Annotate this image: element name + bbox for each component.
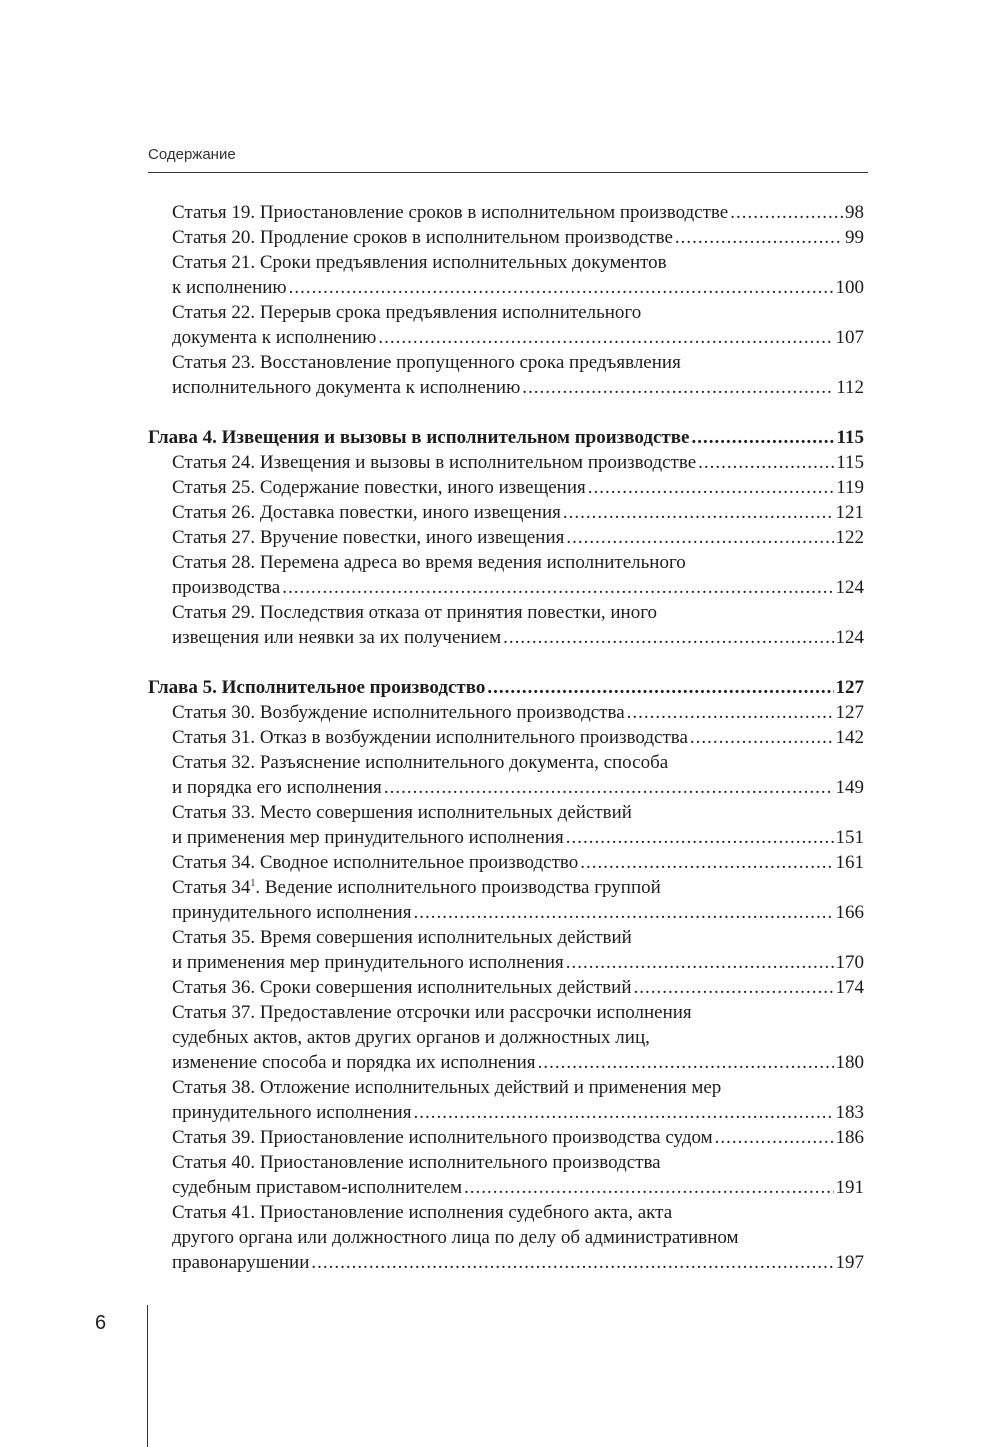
toc-entry-title: Статья 23. Восстановление пропущенного срока предъявления	[172, 352, 681, 373]
toc-page-number: 186	[835, 1127, 864, 1148]
toc-article[interactable]	[148, 250, 864, 300]
toc-article[interactable]	[148, 300, 864, 350]
toc-entry-title: изменение способа и порядка их исполнения	[172, 1052, 536, 1073]
toc-line	[172, 200, 864, 225]
toc-article[interactable]	[148, 225, 864, 250]
dot-leader	[282, 575, 833, 600]
toc-chapter[interactable]	[148, 675, 864, 700]
dot-leader	[566, 950, 834, 975]
toc-line	[172, 600, 864, 625]
toc-line	[172, 1000, 864, 1025]
toc-page-number: 100	[835, 277, 864, 298]
dot-leader	[464, 1175, 833, 1200]
toc-entry-title: Статья 26. Доставка повестки, иного извещения	[172, 502, 561, 523]
toc-page-number: 107	[835, 327, 864, 348]
toc-article[interactable]	[148, 925, 864, 975]
dot-leader	[634, 975, 834, 1000]
dot-leader	[384, 775, 834, 800]
toc-page-number: 197	[835, 1252, 864, 1273]
toc-line	[172, 1150, 864, 1175]
toc-page-number: 115	[836, 427, 864, 448]
dot-leader	[588, 475, 834, 500]
toc-article[interactable]	[148, 200, 864, 225]
toc-entry-title: Статья 38. Отложение исполнительных действий и применения мер	[172, 1077, 722, 1098]
toc-line	[172, 1200, 864, 1225]
toc-entry-title: Статья 39. Приостановление исполнительного производства судом	[172, 1127, 713, 1148]
toc-page-number: 122	[835, 527, 864, 548]
toc-line	[172, 500, 864, 525]
toc-page-number: 191	[835, 1177, 864, 1198]
dot-leader	[698, 450, 834, 475]
dot-leader	[566, 825, 834, 850]
toc-article[interactable]	[148, 1150, 864, 1200]
toc-entry-title: Статья 24. Извещения и вызовы в исполнительном производстве	[172, 452, 697, 473]
dot-leader	[503, 625, 833, 650]
toc-page-number: 115	[836, 452, 864, 473]
toc-line	[148, 675, 864, 700]
toc-line	[172, 950, 864, 975]
toc-entry-title: принудительного исполнения	[172, 1102, 412, 1123]
toc-article[interactable]	[148, 550, 864, 600]
dot-leader	[413, 900, 833, 925]
toc-entry-title: Статья 19. Приостановление сроков в исполнительном производстве	[172, 202, 729, 223]
toc-article[interactable]	[148, 725, 864, 750]
toc-page-number: 124	[835, 627, 864, 648]
toc-article[interactable]	[148, 600, 864, 650]
toc-entry-title: Глава 4. Извещения и вызовы в исполнительном производстве	[148, 427, 690, 448]
toc-article[interactable]	[148, 700, 864, 725]
toc-page-number: 119	[836, 477, 864, 498]
toc-page-number: 98	[845, 202, 864, 223]
toc-line	[172, 925, 864, 950]
toc-line	[172, 1225, 864, 1250]
toc-entry-title: Статья 40. Приостановление исполнительного производства	[172, 1152, 661, 1173]
toc-entry-title: производства	[172, 577, 281, 598]
toc-entry-title: Статья 22. Перерыв срока предъявления исполнительного	[172, 302, 642, 323]
toc-entry-title-base: Статья 34	[172, 877, 251, 898]
toc-entry-title: Статья 32. Разъяснение исполнительного документа, способа	[172, 752, 669, 773]
toc-page-number: 127	[835, 702, 864, 723]
toc-entry-title: Статья 21. Сроки предъявления исполнительных документов	[172, 252, 667, 273]
toc-line	[172, 325, 864, 350]
toc-entry-title: Статья 29. Последствия отказа от принятия повестки, иного	[172, 602, 658, 623]
dot-leader	[690, 725, 834, 750]
toc-article[interactable]	[148, 1125, 864, 1150]
toc-entry-title: судебным приставом-исполнителем	[172, 1177, 463, 1198]
toc-page-number: 166	[835, 902, 864, 923]
toc-entry-title: Статья 31. Отказ в возбуждении исполнительного производства	[172, 727, 688, 748]
toc-page-number: 124	[835, 577, 864, 598]
toc-line	[172, 1100, 864, 1125]
toc-entry-title: и применения мер принудительного исполнения	[172, 952, 564, 973]
dot-leader	[566, 525, 833, 550]
toc-article[interactable]	[148, 1075, 864, 1125]
toc-entry-title: Статья 34. Сводное исполнительное производство	[172, 852, 579, 873]
toc-page-number: 99	[845, 227, 864, 248]
dot-leader	[311, 1250, 833, 1275]
toc-article[interactable]	[148, 750, 864, 800]
toc-line	[172, 1250, 864, 1275]
toc-page-number: 174	[835, 977, 864, 998]
toc-page-number: 170	[835, 952, 864, 973]
toc-article[interactable]	[148, 525, 864, 550]
toc-page-number: 183	[835, 1102, 864, 1123]
toc-line	[172, 575, 864, 600]
toc-entry-title: судебных актов, актов других органов и должностных лиц,	[172, 1027, 650, 1048]
toc-article[interactable]	[148, 875, 864, 925]
toc-line	[172, 825, 864, 850]
toc-line	[172, 700, 864, 725]
toc-page-number: 161	[835, 852, 864, 873]
toc-line	[172, 875, 864, 900]
dot-leader	[538, 1050, 834, 1075]
toc-entry-title: извещения или неявки за их получением	[172, 627, 502, 648]
toc-line	[172, 550, 864, 575]
toc-page-number: 142	[835, 727, 864, 748]
toc-line	[148, 425, 864, 450]
article-superscript: 1	[250, 878, 256, 889]
toc-article[interactable]	[148, 450, 864, 475]
toc-line	[172, 625, 864, 650]
dot-leader	[487, 675, 833, 700]
toc-article[interactable]	[148, 1200, 864, 1275]
toc-line	[172, 1025, 864, 1050]
toc-article[interactable]	[148, 350, 864, 400]
toc-entry-title	[172, 875, 661, 900]
toc-entry-title: и применения мер принудительного исполнения	[172, 827, 564, 848]
toc-line	[172, 350, 864, 375]
toc-entry-title: Статья 41. Приостановление исполнения судебного акта, акта	[172, 1202, 673, 1223]
toc-page-number: 180	[835, 1052, 864, 1073]
dot-leader	[691, 425, 834, 450]
toc-line	[172, 225, 864, 250]
toc-article[interactable]	[148, 475, 864, 500]
toc-page-number: 149	[835, 777, 864, 798]
toc-line	[172, 300, 864, 325]
toc-entry-title: Статья 28. Перемена адреса во время ведения исполнительного	[172, 552, 686, 573]
running-header: Содержание	[148, 146, 236, 163]
toc-line	[172, 250, 864, 275]
toc-article[interactable]	[148, 850, 864, 875]
header-divider	[148, 172, 868, 173]
toc-line	[172, 800, 864, 825]
toc-line	[172, 475, 864, 500]
toc-article[interactable]	[148, 500, 864, 525]
toc-article[interactable]	[148, 800, 864, 850]
toc-line	[172, 1050, 864, 1075]
toc-entry-title: другого органа или должностного лица по делу об административном	[172, 1227, 739, 1248]
toc-page-number: 127	[835, 677, 864, 698]
toc-entry-title: Статья 36. Сроки совершения исполнительных действий	[172, 977, 632, 998]
toc-entry-title: Статья 25. Содержание повестки, иного извещения	[172, 477, 586, 498]
dot-leader	[715, 1125, 834, 1150]
dot-leader	[413, 1100, 833, 1125]
toc-line	[172, 975, 864, 1000]
toc-entry-title-rest: . Ведение исполнительного производства группой	[255, 877, 661, 898]
toc-entry-title: Статья 37. Предоставление отсрочки или рассрочки исполнения	[172, 1002, 692, 1023]
toc-entry-title: документа к исполнению	[172, 327, 377, 348]
toc-entry-title: Статья 30. Возбуждение исполнительного производства	[172, 702, 625, 723]
toc-line	[172, 1125, 864, 1150]
toc-chapter[interactable]	[148, 425, 864, 450]
dot-leader	[289, 275, 834, 300]
toc-entry-title: Статья 27. Вручение повестки, иного извещения	[172, 527, 565, 548]
toc-line	[172, 850, 864, 875]
dot-leader	[563, 500, 834, 525]
toc-entry-title: Статья 35. Время совершения исполнительных действий	[172, 927, 632, 948]
toc-line	[172, 725, 864, 750]
toc-line	[172, 375, 864, 400]
toc-line	[172, 750, 864, 775]
toc-page-number: 112	[836, 377, 864, 398]
toc-entry-title: принудительного исполнения	[172, 902, 412, 923]
toc-entry-title: правонарушении	[172, 1252, 310, 1273]
dot-leader	[378, 325, 833, 350]
toc-entry-title: исполнительного документа к исполнению	[172, 377, 521, 398]
dot-leader	[675, 225, 843, 250]
toc-page-number: 121	[835, 502, 864, 523]
toc-line	[172, 450, 864, 475]
toc-entry-title: Глава 5. Исполнительное производство	[148, 677, 486, 698]
toc-entry-title: и порядка его исполнения	[172, 777, 382, 798]
toc-line	[172, 275, 864, 300]
toc-entry-title: Статья 20. Продление сроков в исполнительном производстве	[172, 227, 673, 248]
toc-article[interactable]	[148, 975, 864, 1000]
dot-leader	[730, 200, 843, 225]
toc-entry-title: Статья 33. Место совершения исполнительных действий	[172, 802, 632, 823]
dot-leader	[522, 375, 834, 400]
dot-leader	[580, 850, 833, 875]
toc-article[interactable]	[148, 1000, 864, 1075]
toc-line	[172, 525, 864, 550]
toc-line	[172, 775, 864, 800]
toc-line	[172, 1075, 864, 1100]
page-number-divider	[147, 1305, 148, 1447]
toc-line	[172, 1175, 864, 1200]
table-of-contents	[148, 200, 864, 1275]
toc-page-number: 151	[835, 827, 864, 848]
dot-leader	[627, 700, 834, 725]
toc-line	[172, 900, 864, 925]
page-number: 6	[95, 1312, 107, 1334]
toc-entry-title: к исполнению	[172, 277, 287, 298]
